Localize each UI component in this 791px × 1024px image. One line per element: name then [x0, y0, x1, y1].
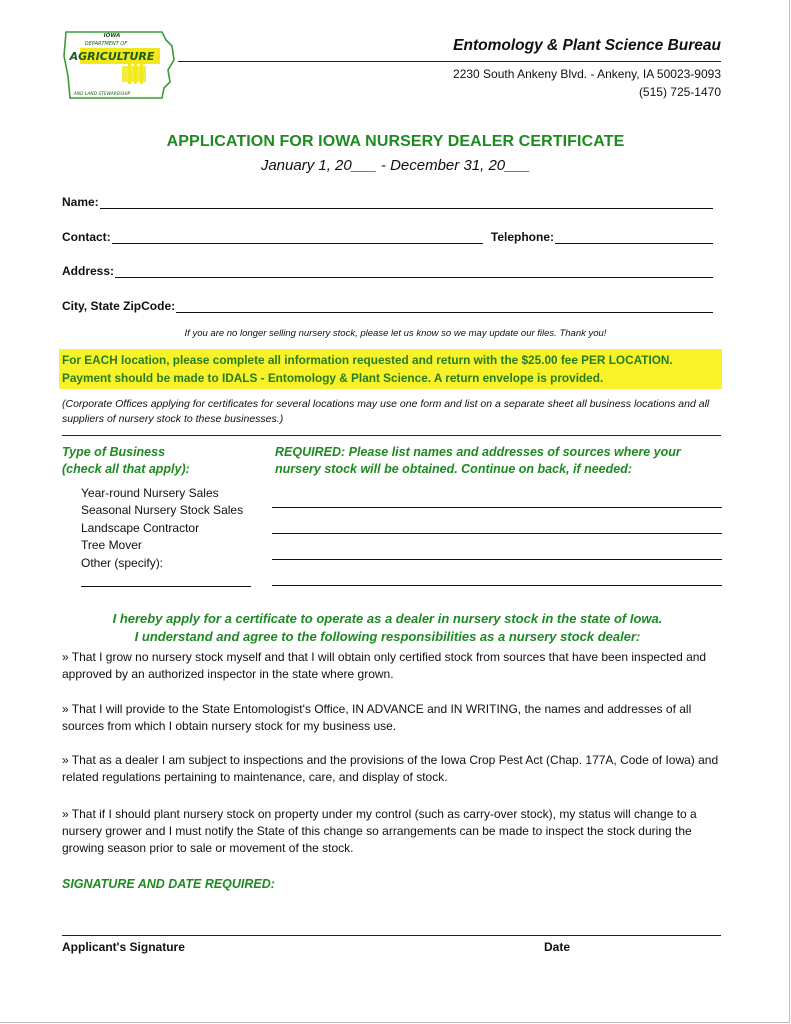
no-longer-selling-note: If you are no longer selling nursery stock, please let us know so we may update our files. Thank you! — [184, 328, 607, 339]
responsibility-4: » That if I should plant nursery stock on property under my control (such as carry-over stock), my status will change to a nursery grower and I must notify the State of this change so arrangements can be made to inspect the stock during the growing season prior to sale or movement of the stock. — [62, 807, 697, 855]
sources-heading-line2: nursery stock will be obtained. Continue on back, if needed: — [275, 462, 633, 476]
logo-dept-text: DEPARTMENT OF — [84, 41, 128, 47]
sources-heading-line1: REQUIRED: Please list names and addresses of sources where your — [275, 445, 681, 459]
business-option-landscape[interactable]: Landscape Contractor — [81, 521, 200, 535]
city-state-zip-field[interactable] — [176, 299, 713, 313]
signature-required-heading: SIGNATURE AND DATE REQUIRED: — [62, 877, 275, 891]
applicant-signature-label: Applicant's Signature — [62, 940, 185, 954]
logo-state-text: IOWA — [103, 33, 121, 39]
source-line-4[interactable] — [272, 585, 722, 586]
signature-line[interactable] — [62, 935, 721, 936]
logo-stewardship-text: AND LAND STEWARDSHIP — [73, 92, 131, 97]
section-divider — [62, 435, 721, 436]
contact-label: Contact: — [62, 230, 111, 244]
telephone-label: Telephone: — [490, 230, 554, 244]
telephone-field[interactable] — [555, 230, 713, 244]
address-field[interactable] — [115, 264, 713, 278]
bureau-address: 2230 South Ankeny Blvd. - Ankeny, IA 50023-9093 — [453, 67, 721, 81]
responsibility-1: » That I grow no nursery stock myself and that I will obtain only certified stock from sources that have been inspected and approved by an authorized inspector in the state where grown. — [62, 650, 707, 681]
header-divider — [178, 61, 721, 62]
declaration-line1: I hereby apply for a certificate to operate as a dealer in nursery stock in the state of Iowa. — [112, 611, 663, 626]
business-option-seasonal[interactable]: Seasonal Nursery Stock Sales — [81, 503, 244, 517]
bureau-title: Entomology & Plant Science Bureau — [453, 37, 721, 54]
iowa-state-outline-icon — [62, 26, 178, 102]
iowa-agriculture-logo — [62, 26, 178, 102]
date-label: Date — [544, 940, 571, 954]
sources-heading — [275, 444, 681, 478]
source-line-2[interactable] — [272, 533, 722, 534]
business-option-year-round[interactable]: Year-round Nursery Sales — [81, 486, 219, 500]
city-state-zip-label: City, State ZipCode: — [62, 299, 176, 313]
source-line-1[interactable] — [272, 507, 722, 508]
responsibility-2: » That I will provide to the State Entomologist's Office, IN ADVANCE and IN WRITING, the names and addresses of all sources from which I obtain nursery stock for my business use. — [62, 702, 692, 733]
fee-instruction-line1: For EACH location, please complete all information requested and return with the $25.00 fee PER LOCATION. — [62, 353, 673, 367]
fee-instruction-line2: Payment should be made to IDALS - Entomology & Plant Science. A return envelope is provided. — [62, 371, 604, 385]
city-row — [62, 295, 713, 313]
contact-row — [62, 226, 713, 244]
certificate-period: January 1, 20___ - December 31, 20___ — [260, 157, 531, 174]
address-label: Address: — [62, 264, 115, 278]
other-specify-field[interactable] — [81, 586, 251, 587]
address-row — [62, 260, 713, 278]
declaration-line2: I understand and agree to the following responsibilities as a nursery stock dealer: — [134, 629, 641, 644]
name-field[interactable] — [100, 195, 713, 209]
contact-field[interactable] — [112, 230, 483, 244]
source-line-3[interactable] — [272, 559, 722, 560]
responsibility-3: » That as a dealer I am subject to inspections and the provisions of the Iowa Crop Pest Act (Chap. 177A, Code of Iowa) and related regulations pertaining to maintenance, care, and display of stock. — [62, 753, 719, 784]
name-label: Name: — [62, 195, 99, 209]
form-title: APPLICATION FOR IOWA NURSERY DEALER CERTIFICATE — [166, 133, 625, 150]
business-option-other[interactable]: Other (specify): — [81, 556, 164, 570]
type-of-business-heading-line1: Type of Business — [62, 445, 166, 459]
type-of-business-heading-line2: (check all that apply): — [62, 462, 190, 476]
logo-agriculture-text: AGRICULTURE — [69, 50, 155, 63]
bureau-phone: (515) 725-1470 — [638, 85, 721, 99]
type-of-business-heading — [62, 444, 190, 478]
business-option-tree-mover[interactable]: Tree Mover — [81, 538, 142, 552]
name-row — [62, 191, 713, 209]
corporate-note: (Corporate Offices applying for certificates for several locations may use one form and list on a separate sheet all business locations and all suppliers of nursery stock to these businesses.) — [62, 398, 710, 425]
